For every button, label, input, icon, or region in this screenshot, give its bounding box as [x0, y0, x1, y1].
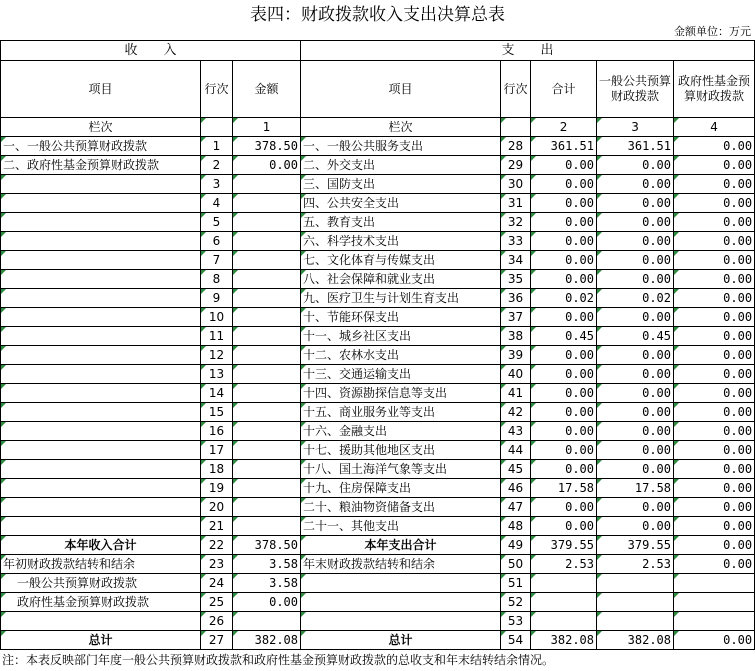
- income-seq-cell: 16: [201, 422, 233, 441]
- income-item-cell: 一、一般公共预算财政拨款: [1, 137, 201, 156]
- income-item-cell: [1, 327, 201, 346]
- expense-general-cell: 0.00: [597, 384, 674, 403]
- income-seq-cell: 9: [201, 289, 233, 308]
- income-amount-cell: [233, 251, 301, 270]
- income-seq-cell: 7: [201, 251, 233, 270]
- expense-total-cell: 379.55: [531, 536, 597, 555]
- expense-general-cell: 0.00: [597, 213, 674, 232]
- income-seq-cell: 14: [201, 384, 233, 403]
- expense-item-header: 项目: [301, 61, 501, 118]
- expense-seq-cell: 52: [501, 593, 531, 612]
- income-seq-cell: 15: [201, 403, 233, 422]
- expense-total-cell: [531, 612, 597, 631]
- table-row: [1, 365, 755, 384]
- income-item-cell: [1, 270, 201, 289]
- income-seq-cell: 13: [201, 365, 233, 384]
- table-row: [1, 460, 755, 479]
- income-item-cell: [1, 365, 201, 384]
- expense-total-cell: 0.00: [531, 365, 597, 384]
- expense-seq-cell: 40: [501, 365, 531, 384]
- expense-total-cell: 2.53: [531, 555, 597, 574]
- income-item-cell: 本年收入合计: [1, 536, 201, 555]
- table-row: [1, 517, 755, 536]
- income-amount-cell: [233, 517, 301, 536]
- income-seq-cell: 1: [201, 137, 233, 156]
- income-seq-header: 行次: [201, 61, 233, 118]
- income-item-cell: [1, 517, 201, 536]
- expense-fund-cell: [674, 593, 755, 612]
- table-row: [1, 232, 755, 251]
- income-amount-cell: 378.50: [233, 137, 301, 156]
- expense-general-cell: 0.00: [597, 517, 674, 536]
- income-item-cell: 一般公共预算财政拨款: [1, 574, 201, 593]
- income-seq-cell: 24: [201, 574, 233, 593]
- expense-total-cell: 0.00: [531, 403, 597, 422]
- expense-total-cell: 0.00: [531, 422, 597, 441]
- income-seq-cell: 11: [201, 327, 233, 346]
- expense-seq-cell: 47: [501, 498, 531, 517]
- expense-item-cell: 十六、金融支出: [301, 422, 501, 441]
- table-row: [1, 593, 755, 612]
- expense-lanci-col2: 2: [531, 118, 597, 137]
- table-row: [1, 555, 755, 574]
- expense-general-cell: 0.00: [597, 498, 674, 517]
- expense-fund-cell: 0.00: [674, 232, 755, 251]
- expense-seq-cell: 39: [501, 346, 531, 365]
- expense-item-cell: 十、节能环保支出: [301, 308, 501, 327]
- income-amount-cell: [233, 498, 301, 517]
- expense-item-cell: 五、教育支出: [301, 213, 501, 232]
- income-item-cell: 总计: [1, 631, 201, 650]
- income-amount-cell: [233, 384, 301, 403]
- expense-fund-cell: 0.00: [674, 498, 755, 517]
- income-amount-cell: [233, 270, 301, 289]
- expense-fund-cell: 0.00: [674, 384, 755, 403]
- expense-seq-cell: 42: [501, 403, 531, 422]
- expense-seq-header: 行次: [501, 61, 531, 118]
- column-number-row: [1, 118, 755, 137]
- expense-general-cell: 0.00: [597, 270, 674, 289]
- expense-total-cell: 0.00: [531, 384, 597, 403]
- income-amount-cell: 378.50: [233, 536, 301, 555]
- expense-fund-cell: 0.00: [674, 308, 755, 327]
- income-seq-cell: 26: [201, 612, 233, 631]
- expense-fund-cell: 0.00: [674, 137, 755, 156]
- expense-fund-cell: 0.00: [674, 289, 755, 308]
- income-seq-cell: 27: [201, 631, 233, 650]
- income-item-cell: [1, 498, 201, 517]
- expense-item-cell: 十一、城乡社区支出: [301, 327, 501, 346]
- table-row: [1, 213, 755, 232]
- income-item-cell: 二、政府性基金预算财政拨款: [1, 156, 201, 175]
- expense-item-cell: [301, 574, 501, 593]
- expense-fund-cell: 0.00: [674, 441, 755, 460]
- income-amount-cell: [233, 175, 301, 194]
- expense-seq-cell: 28: [501, 137, 531, 156]
- expense-fund-cell: 0.00: [674, 270, 755, 289]
- income-section-header: 收 入: [1, 41, 301, 61]
- expense-total-cell: 0.00: [531, 346, 597, 365]
- table-row: [1, 498, 755, 517]
- expense-total-cell: 0.00: [531, 213, 597, 232]
- expense-fund-cell: 0.00: [674, 156, 755, 175]
- expense-general-cell: 0.00: [597, 232, 674, 251]
- income-seq-cell: 19: [201, 479, 233, 498]
- expense-total-cell: 0.00: [531, 517, 597, 536]
- table-row: [1, 479, 755, 498]
- income-item-cell: [1, 194, 201, 213]
- expense-item-cell: 三、国防支出: [301, 175, 501, 194]
- expense-total-cell: 0.00: [531, 460, 597, 479]
- expense-general-cell: 0.00: [597, 308, 674, 327]
- expense-seq-cell: 35: [501, 270, 531, 289]
- income-seq-cell: 8: [201, 270, 233, 289]
- table-row: [1, 194, 755, 213]
- column-header-row: [1, 61, 755, 118]
- expense-total-cell: 382.08: [531, 631, 597, 650]
- expense-seq-cell: 31: [501, 194, 531, 213]
- expense-general-cell: 2.53: [597, 555, 674, 574]
- table-row: [1, 175, 755, 194]
- table-row: [1, 422, 755, 441]
- expense-item-cell: 二、外交支出: [301, 156, 501, 175]
- expense-general-cell: 361.51: [597, 137, 674, 156]
- expense-seq-cell: 49: [501, 536, 531, 555]
- expense-item-cell: [301, 593, 501, 612]
- expense-total-cell: 0.02: [531, 289, 597, 308]
- expense-total-cell: 0.00: [531, 270, 597, 289]
- income-seq-cell: 2: [201, 156, 233, 175]
- expense-fund-cell: 0.00: [674, 555, 755, 574]
- table-row: [1, 384, 755, 403]
- income-seq-cell: 12: [201, 346, 233, 365]
- expense-general-cell: 0.45: [597, 327, 674, 346]
- expense-seq-cell: 32: [501, 213, 531, 232]
- expense-seq-cell: 44: [501, 441, 531, 460]
- expense-item-cell: 九、医疗卫生与计划生育支出: [301, 289, 501, 308]
- expense-total-cell: 0.00: [531, 175, 597, 194]
- expense-general-cell: 0.00: [597, 346, 674, 365]
- income-seq-cell: 4: [201, 194, 233, 213]
- income-amount-cell: [233, 327, 301, 346]
- expense-item-cell: 七、文化体育与传媒支出: [301, 251, 501, 270]
- income-seq-cell: 25: [201, 593, 233, 612]
- expense-item-cell: 年末财政拨款结转和结余: [301, 555, 501, 574]
- income-item-cell: [1, 612, 201, 631]
- expense-item-cell: 总计: [301, 631, 501, 650]
- table-row: [1, 289, 755, 308]
- income-seq-cell: 21: [201, 517, 233, 536]
- income-item-cell: 政府性基金预算财政拨款: [1, 593, 201, 612]
- expense-total-cell: 17.58: [531, 479, 597, 498]
- income-amount-cell: [233, 308, 301, 327]
- income-amount-cell: [233, 403, 301, 422]
- expense-item-cell: 一、一般公共服务支出: [301, 137, 501, 156]
- income-amount-cell: [233, 422, 301, 441]
- expense-general-cell: 379.55: [597, 536, 674, 555]
- income-item-cell: [1, 479, 201, 498]
- expense-lanci-label: 栏次: [301, 118, 501, 137]
- expense-total-cell: 0.00: [531, 498, 597, 517]
- expense-general-cell: [597, 593, 674, 612]
- expense-fund-cell: 0.00: [674, 365, 755, 384]
- income-item-cell: [1, 251, 201, 270]
- table-row: [1, 327, 755, 346]
- expense-item-cell: 十九、住房保障支出: [301, 479, 501, 498]
- table-row: [1, 441, 755, 460]
- expense-lanci-col3: 3: [597, 118, 674, 137]
- table-row: [1, 631, 755, 650]
- table-row: [1, 251, 755, 270]
- expense-general-cell: 0.02: [597, 289, 674, 308]
- table-note: 注：本表反映部门年度一般公共预算财政拨款和政府性基金预算财政拨款的总收支和年末结转结余情况。: [2, 653, 555, 667]
- expense-general-cell: [597, 574, 674, 593]
- expense-item-cell: 本年支出合计: [301, 536, 501, 555]
- expense-section-header: 支 出: [301, 41, 755, 61]
- income-item-cell: [1, 384, 201, 403]
- expense-fund-cell: [674, 574, 755, 593]
- expense-item-cell: 二十、粮油物资储备支出: [301, 498, 501, 517]
- expense-item-cell: 十七、援助其他地区支出: [301, 441, 501, 460]
- income-lanci-label: 栏次: [1, 118, 201, 137]
- income-seq-cell: 3: [201, 175, 233, 194]
- income-item-cell: [1, 308, 201, 327]
- income-amount-cell: [233, 479, 301, 498]
- expense-seq-cell: 34: [501, 251, 531, 270]
- expense-item-cell: 十三、交通运输支出: [301, 365, 501, 384]
- expense-total-cell: [531, 593, 597, 612]
- expense-total-cell: [531, 574, 597, 593]
- expense-seq-cell: 41: [501, 384, 531, 403]
- table-row: [1, 137, 755, 156]
- expense-fund-cell: 0.00: [674, 403, 755, 422]
- income-amount-cell: [233, 365, 301, 384]
- income-lanci-col1: 1: [233, 118, 301, 137]
- income-item-cell: [1, 289, 201, 308]
- expense-lanci-seq-blank: [501, 118, 531, 137]
- finance-table: [0, 40, 755, 650]
- expense-total-cell: 361.51: [531, 137, 597, 156]
- expense-item-cell: 十四、资源勘探信息等支出: [301, 384, 501, 403]
- expense-general-cell: 382.08: [597, 631, 674, 650]
- expense-item-cell: 六、科学技术支出: [301, 232, 501, 251]
- income-item-cell: [1, 232, 201, 251]
- expense-general-cell: [597, 612, 674, 631]
- expense-item-cell: 四、公共安全支出: [301, 194, 501, 213]
- expense-fund-cell: 0.00: [674, 422, 755, 441]
- table-row: [1, 308, 755, 327]
- income-item-cell: [1, 175, 201, 194]
- income-item-cell: [1, 403, 201, 422]
- income-amount-header: 金额: [233, 61, 301, 118]
- expense-seq-cell: 53: [501, 612, 531, 631]
- expense-general-cell: 0.00: [597, 403, 674, 422]
- expense-seq-cell: 36: [501, 289, 531, 308]
- income-amount-cell: 3.58: [233, 555, 301, 574]
- expense-fund-cell: 0.00: [674, 346, 755, 365]
- income-seq-cell: 10: [201, 308, 233, 327]
- expense-seq-cell: 50: [501, 555, 531, 574]
- income-amount-cell: 0.00: [233, 156, 301, 175]
- expense-total-cell: 0.45: [531, 327, 597, 346]
- income-amount-cell: 3.58: [233, 574, 301, 593]
- income-seq-cell: 5: [201, 213, 233, 232]
- table-row: [1, 403, 755, 422]
- expense-fund-cell: 0.00: [674, 194, 755, 213]
- table-row: [1, 346, 755, 365]
- expense-seq-cell: 30: [501, 175, 531, 194]
- expense-seq-cell: 51: [501, 574, 531, 593]
- income-seq-cell: 6: [201, 232, 233, 251]
- expense-general-cell: 17.58: [597, 479, 674, 498]
- expense-general-cell: 0.00: [597, 194, 674, 213]
- expense-general-header: 一般公共预算财政拨款: [597, 61, 674, 118]
- expense-seq-cell: 38: [501, 327, 531, 346]
- expense-item-cell: 十五、商业服务业等支出: [301, 403, 501, 422]
- expense-item-cell: 十八、国土海洋气象等支出: [301, 460, 501, 479]
- income-item-cell: [1, 213, 201, 232]
- expense-fund-cell: [674, 612, 755, 631]
- expense-item-cell: [301, 612, 501, 631]
- income-seq-cell: 17: [201, 441, 233, 460]
- income-item-cell: [1, 346, 201, 365]
- income-amount-cell: [233, 213, 301, 232]
- expense-item-cell: 八、社会保障和就业支出: [301, 270, 501, 289]
- table-row: [1, 270, 755, 289]
- income-amount-cell: [233, 194, 301, 213]
- expense-seq-cell: 33: [501, 232, 531, 251]
- income-seq-cell: 20: [201, 498, 233, 517]
- expense-seq-cell: 45: [501, 460, 531, 479]
- expense-total-cell: 0.00: [531, 308, 597, 327]
- expense-total-cell: 0.00: [531, 156, 597, 175]
- income-amount-cell: [233, 441, 301, 460]
- expense-fund-cell: 0.00: [674, 517, 755, 536]
- table-row: [1, 156, 755, 175]
- expense-fund-cell: 0.00: [674, 213, 755, 232]
- expense-seq-cell: 46: [501, 479, 531, 498]
- expense-general-cell: 0.00: [597, 175, 674, 194]
- section-header-row: [1, 41, 755, 61]
- expense-fund-cell: 0.00: [674, 460, 755, 479]
- table-row: [1, 574, 755, 593]
- expense-fund-cell: 0.00: [674, 327, 755, 346]
- expense-total-cell: 0.00: [531, 251, 597, 270]
- income-item-cell: [1, 460, 201, 479]
- expense-total-header: 合计: [531, 61, 597, 118]
- expense-fund-cell: 0.00: [674, 536, 755, 555]
- expense-lanci-col4: 4: [674, 118, 755, 137]
- expense-seq-cell: 48: [501, 517, 531, 536]
- expense-total-cell: 0.00: [531, 232, 597, 251]
- expense-fund-cell: 0.00: [674, 175, 755, 194]
- table-row: [1, 536, 755, 555]
- income-lanci-seq-blank: [201, 118, 233, 137]
- report-title: 表四：财政拨款收入支出决算总表: [250, 5, 505, 25]
- income-amount-cell: [233, 289, 301, 308]
- expense-seq-cell: 43: [501, 422, 531, 441]
- income-item-cell: 年初财政拨款结转和结余: [1, 555, 201, 574]
- expense-general-cell: 0.00: [597, 156, 674, 175]
- expense-general-cell: 0.00: [597, 441, 674, 460]
- expense-seq-cell: 37: [501, 308, 531, 327]
- income-item-cell: [1, 422, 201, 441]
- income-item-cell: [1, 441, 201, 460]
- expense-general-cell: 0.00: [597, 460, 674, 479]
- income-seq-cell: 23: [201, 555, 233, 574]
- expense-fund-cell: 0.00: [674, 631, 755, 650]
- expense-total-cell: 0.00: [531, 441, 597, 460]
- income-seq-cell: 22: [201, 536, 233, 555]
- expense-general-cell: 0.00: [597, 422, 674, 441]
- expense-fund-cell: 0.00: [674, 479, 755, 498]
- amount-unit: 金额单位：万元: [674, 25, 751, 38]
- income-amount-cell: 382.08: [233, 631, 301, 650]
- table-row: [1, 612, 755, 631]
- expense-item-cell: 十二、农林水支出: [301, 346, 501, 365]
- expense-total-cell: 0.00: [531, 194, 597, 213]
- income-item-header: 项目: [1, 61, 201, 118]
- income-amount-cell: [233, 232, 301, 251]
- income-amount-cell: 0.00: [233, 593, 301, 612]
- expense-item-cell: 二十一、其他支出: [301, 517, 501, 536]
- expense-fund-cell: 0.00: [674, 251, 755, 270]
- expense-general-cell: 0.00: [597, 251, 674, 270]
- expense-general-cell: 0.00: [597, 365, 674, 384]
- income-amount-cell: [233, 346, 301, 365]
- income-amount-cell: [233, 612, 301, 631]
- income-amount-cell: [233, 460, 301, 479]
- expense-seq-cell: 54: [501, 631, 531, 650]
- expense-seq-cell: 29: [501, 156, 531, 175]
- income-seq-cell: 18: [201, 460, 233, 479]
- expense-fund-header: 政府性基金预算财政拨款: [674, 61, 755, 118]
